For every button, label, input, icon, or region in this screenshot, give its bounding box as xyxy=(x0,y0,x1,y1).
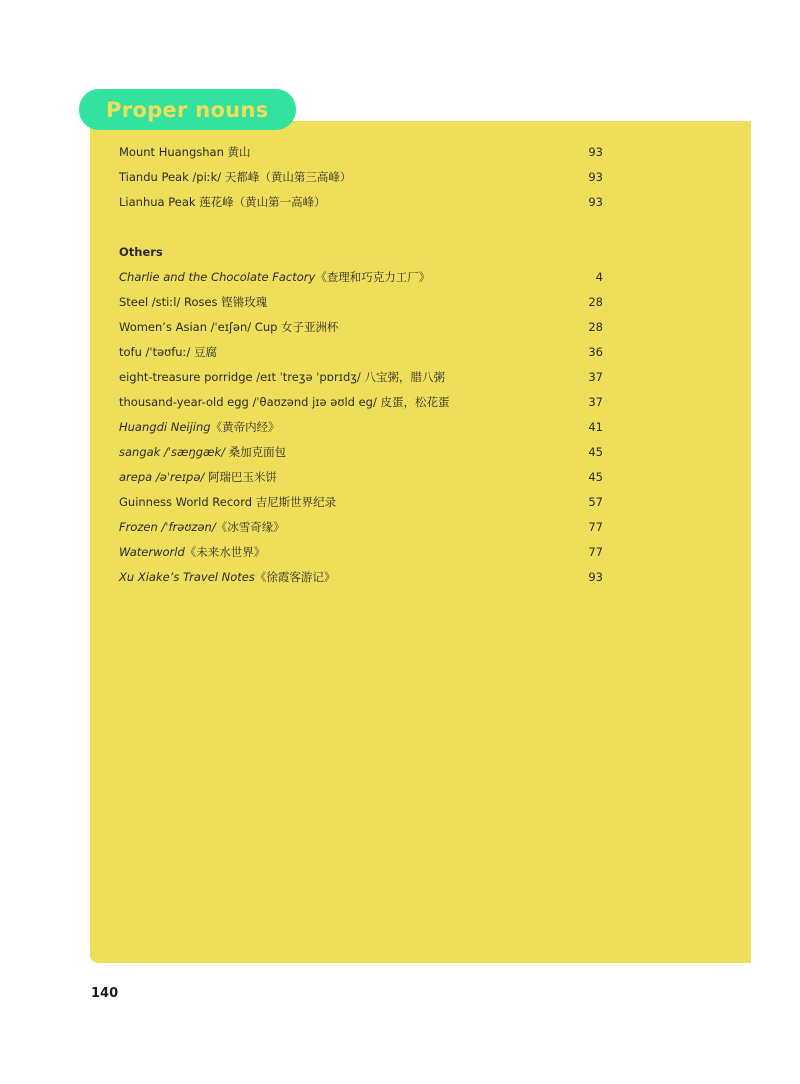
index-entry xyxy=(119,190,605,215)
entry-name: Tiandu Peak /piːk/ 天都峰（黄山第三高峰） xyxy=(119,170,352,184)
entry-chinese: 桑加克面包 xyxy=(225,445,287,459)
entry-page: 93 xyxy=(588,195,603,209)
entry-chinese: 《查理和巧克力工厂》 xyxy=(315,270,431,284)
entry-name: Lianhua Peak 莲花峰（黄山第一高峰） xyxy=(119,195,326,209)
entry-page: 36 xyxy=(588,345,603,359)
index-entry xyxy=(119,415,605,440)
index-entry xyxy=(119,140,605,165)
entry-english: arepa /əˈreɪpə/ xyxy=(119,470,205,484)
entry-english: Huangdi Neijing xyxy=(119,420,211,434)
entry-english: tofu /ˈtəʊfuː/ xyxy=(119,345,191,359)
entry-name xyxy=(119,490,336,515)
entry-name xyxy=(119,315,339,340)
index-entry xyxy=(119,440,605,465)
entry-chinese: 铿锵玫瑰 xyxy=(217,295,268,309)
entry-page: 93 xyxy=(588,570,603,584)
section-tab xyxy=(79,89,296,130)
entry-page: 41 xyxy=(588,420,603,434)
entry-english: thousand-year-old egg /ˈθaʊzənd jɪə əʊld eg/ xyxy=(119,395,377,409)
index-entry xyxy=(119,365,605,390)
entry-page: 77 xyxy=(588,545,603,559)
entry-chinese: 八宝粥，腊八粥 xyxy=(360,370,445,384)
others-heading: Others xyxy=(119,245,163,259)
entry-chinese: 吉尼斯世界纪录 xyxy=(252,495,337,509)
entry-name xyxy=(119,290,267,315)
entry-name xyxy=(119,515,285,540)
entry-page: 28 xyxy=(588,295,603,309)
entry-page: 37 xyxy=(588,395,603,409)
entry-page: 4 xyxy=(595,270,603,284)
entry-name xyxy=(119,465,277,490)
entry-chinese: 皮蛋，松花蛋 xyxy=(376,395,450,409)
index-list xyxy=(119,140,605,590)
entry-name: Mount Huangshan 黄山 xyxy=(119,145,251,159)
entry-page: 93 xyxy=(588,170,603,184)
entry-name xyxy=(119,340,217,365)
entry-name xyxy=(119,440,286,465)
entry-english: Women’s Asian /ˈeɪʃən/ Cup xyxy=(119,320,278,334)
entry-chinese: 《黄帝内经》 xyxy=(210,420,280,434)
index-entry xyxy=(119,540,605,565)
entry-chinese: 《徐霞客游记》 xyxy=(254,570,336,584)
index-entry xyxy=(119,515,605,540)
index-entry xyxy=(119,490,605,515)
entry-name xyxy=(119,565,335,590)
entry-page: 28 xyxy=(588,320,603,334)
entry-english: Frozen /ˈfrəʊzən/ xyxy=(119,520,216,534)
entry-page: 45 xyxy=(588,470,603,484)
entry-english: Xu Xiake’s Travel Notes xyxy=(119,570,255,584)
entry-chinese: 豆腐 xyxy=(190,345,218,359)
entry-english: Charlie and the Chocolate Factory xyxy=(119,270,316,284)
entry-chinese: 《未来水世界》 xyxy=(184,545,266,559)
page-number: 140 xyxy=(91,986,119,1001)
entry-name xyxy=(119,390,450,415)
entry-page: 93 xyxy=(588,145,603,159)
entry-name xyxy=(119,415,280,440)
entry-chinese: 女子亚洲杯 xyxy=(277,320,339,334)
entry-name xyxy=(119,265,430,290)
index-entry xyxy=(119,465,605,490)
index-entry xyxy=(119,315,605,340)
entry-page: 77 xyxy=(588,520,603,534)
entry-name xyxy=(119,365,445,390)
entry-page: 45 xyxy=(588,445,603,459)
spacer xyxy=(119,215,605,240)
index-entry xyxy=(119,390,605,415)
index-entry xyxy=(119,290,605,315)
entry-name xyxy=(119,540,265,565)
entry-english: eight-treasure porridge /eɪt ˈtreʒə ˈpɒrɪdʒ/ xyxy=(119,370,361,384)
index-entry xyxy=(119,340,605,365)
entry-english: Waterworld xyxy=(119,545,185,559)
entry-chinese: 阿瑞巴玉米饼 xyxy=(204,470,277,484)
entry-page: 37 xyxy=(588,370,603,384)
index-entry xyxy=(119,565,605,590)
index-entry xyxy=(119,265,605,290)
entry-english: sangak /ˈsæŋgæk/ xyxy=(119,445,226,459)
entry-english: Steel /stiːl/ Roses xyxy=(119,295,218,309)
entry-english: Guinness World Record xyxy=(119,495,253,509)
index-entry xyxy=(119,165,605,190)
entry-page: 57 xyxy=(588,495,603,509)
section-title: Proper nouns xyxy=(106,97,269,122)
entry-chinese: 《冰雪奇缘》 xyxy=(215,520,285,534)
